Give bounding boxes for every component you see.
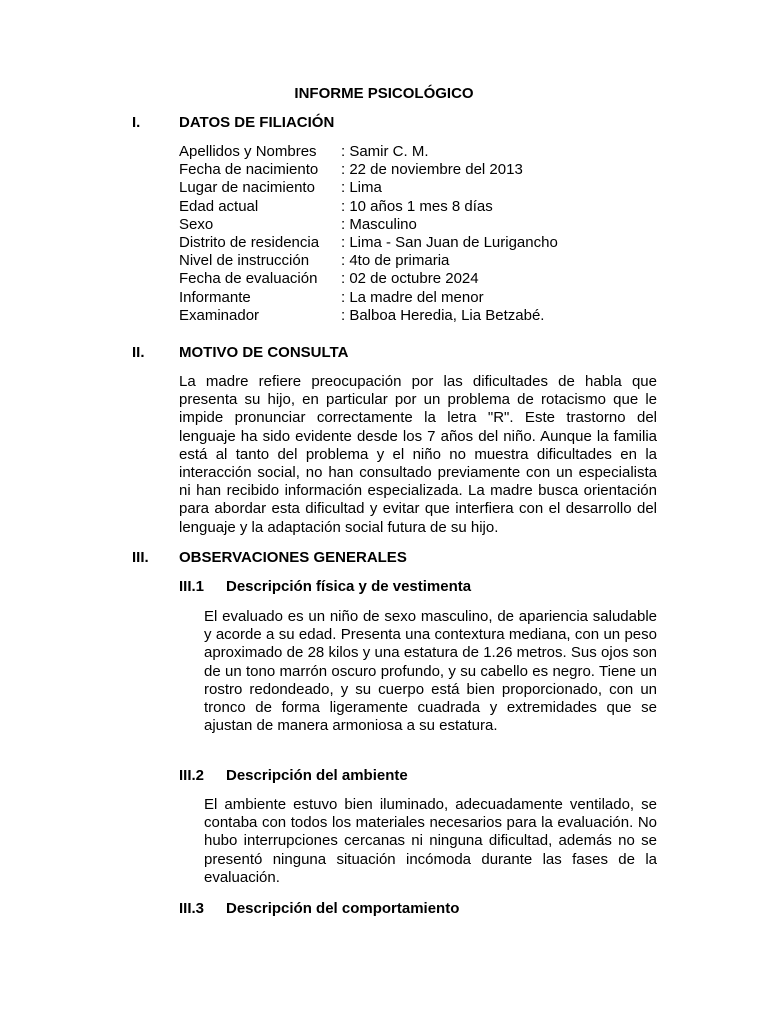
field-value: : Lima - San Juan de Lurigancho [341, 233, 558, 251]
field-row [179, 198, 558, 216]
field-row [179, 234, 558, 252]
subsection-title-descripcion-ambiente: Descripción del ambiente [226, 767, 408, 784]
field-value: : 02 de octubre 2024 [341, 270, 479, 288]
field-row [179, 252, 558, 270]
section-number-ii: II. [132, 344, 145, 361]
field-row [179, 216, 558, 234]
document-title: INFORME PSICOLÓGICO [294, 85, 474, 102]
field-value: : La madre del menor [341, 288, 484, 306]
field-label: Fecha de nacimiento [179, 161, 319, 179]
field-label: Distrito de residencia [179, 233, 320, 251]
section-title-observaciones: OBSERVACIONES GENERALES [179, 549, 407, 566]
field-value: : 4to de primaria [341, 252, 450, 270]
field-row [179, 143, 558, 161]
field-label: Nivel de instrucción [179, 252, 310, 270]
section-title-motivo-consulta: MOTIVO DE CONSULTA [179, 344, 349, 361]
motivo-paragraph: La madre refiere preocupación por las dificultades de habla que presenta su hijo, en particular por un problema de rotacismo que le impide pronunciar correctamente la letra "R". Este trastorno del lenguaje ha sido evidente desde los 7 años del niño. Aunque la familia está al tanto del problema y el niño no muestra dificultades en la interacción social, no han consultado previamente con un especialista ni han recibido información especializada. La madre busca orientación para abordar esta dificultad y evitar que interfiera con el desarrollo del lenguaje y la adaptación social futura de su hijo. [179, 373, 657, 536]
field-label: Examinador [179, 306, 260, 324]
field-row [179, 161, 558, 179]
field-row [179, 307, 558, 325]
field-label: Fecha de evaluación [179, 270, 318, 288]
field-value: : Samir C. M. [341, 143, 429, 160]
field-row [179, 179, 558, 197]
field-row [179, 289, 558, 307]
field-label: Informante [179, 288, 251, 306]
field-value: : Masculino [341, 215, 417, 233]
section-title-datos-filiacion: DATOS DE FILIACIÓN [179, 114, 335, 131]
descripcion-fisica-paragraph: El evaluado es un niño de sexo masculino, de apariencia saludable y acorde a su edad. Presenta una contextura mediana, con un peso aproximado de 28 kilos y una estatura de 1.26 metros. Sus ojos son de un tono marrón oscuro profundo, y su cabello es negro. Tiene un rostro redondeado, y su cuerpo está bien proporcionado, con un tronco de forma ligeramente cuadrada y extremidades que se ajustan de manera armoniosa a su estatura. [204, 608, 657, 735]
subsection-number: III.2 [179, 767, 205, 784]
field-label: Apellidos y Nombres [179, 143, 317, 160]
subsection-title-descripcion-fisica: Descripción física y de vestimenta [226, 578, 472, 595]
section-number-iii: III. [132, 549, 149, 566]
field-value: : 10 años 1 mes 8 días [341, 197, 493, 215]
field-label: Lugar de nacimiento [179, 179, 315, 197]
field-label: Sexo [179, 215, 214, 233]
field-value: : 22 de noviembre del 2013 [341, 161, 523, 179]
field-value: : Balboa Heredia, Lia Betzabé. [341, 306, 545, 324]
section-number-i: I. [132, 114, 141, 131]
field-value: : Lima [341, 179, 382, 197]
field-row [179, 270, 558, 288]
field-label: Edad actual [179, 197, 259, 215]
subsection-number: III.1 [179, 578, 205, 595]
filiation-fields [179, 143, 558, 325]
subsection-title-descripcion-comportamiento: Descripción del comportamiento [226, 900, 460, 917]
subsection-number: III.3 [179, 900, 205, 917]
descripcion-ambiente-paragraph: El ambiente estuvo bien iluminado, adecuadamente ventilado, se contaba con todos los materiales necesarios para la evaluación. No hubo interrupciones cercanas ni ninguna dificultad, además no se presentó ninguna situación incómoda durante las fases de la evaluación. [204, 796, 657, 886]
